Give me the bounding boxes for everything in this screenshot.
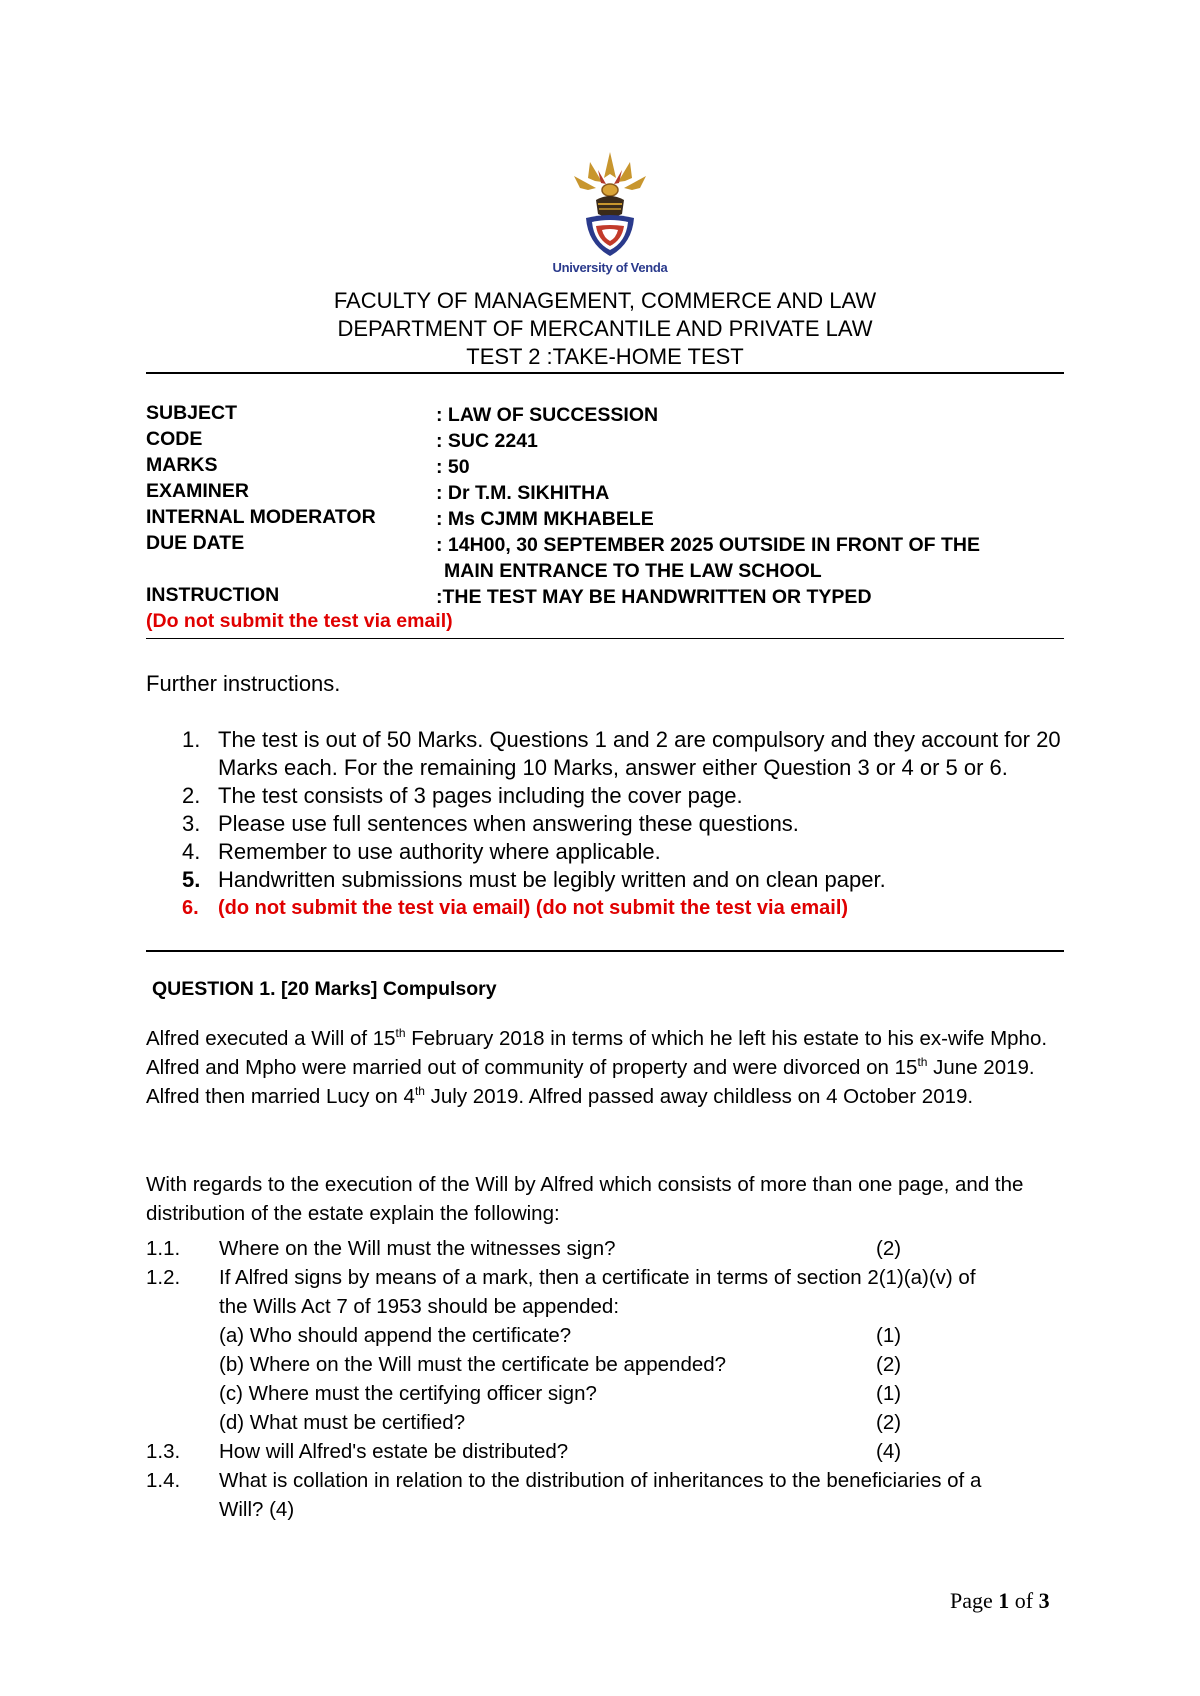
question-1-intro: With regards to the execution of the Will by Alfred which consists of more than one page, and the distribution of the estate explain the following: (146, 1173, 1024, 1225)
subquestion-1-2-b: (b) Where on the Will must the certificate be appended? (2) (146, 1350, 1064, 1379)
subquestion-1-3: 1.3. How will Alfred's estate be distributed? (4) (146, 1437, 1064, 1466)
list-item: 5. Handwritten submissions must be legibly written and on clean paper. (182, 867, 886, 892)
marks-value: (2) (876, 1353, 902, 1376)
marks-label: MARKS (146, 454, 218, 476)
subquestion-1-2-cont: the Wills Act 7 of 1953 should be appended: (219, 1295, 620, 1318)
code-value: : SUC 2241 (436, 430, 538, 452)
list-item: 3. Please use full sentences when answering these questions. (182, 811, 799, 836)
instructions-list (146, 726, 1064, 922)
question-1-title: QUESTION 1. [20 Marks] Compulsory (152, 978, 497, 1000)
list-item: 1. The test is out of 50 Marks. Questions 1 and 2 are compulsory and they account for 20 Marks each. For the remaining 10 Marks, answer either Question 3 or 4 or 5 or 6. (182, 727, 1061, 780)
header-divider (146, 372, 1064, 374)
test-heading: TEST 2 :TAKE-HOME TEST (466, 344, 744, 369)
subquestion-1-1: 1.1. Where on the Will must the witnesses sign? (2) (146, 1234, 1064, 1263)
due-date-row (146, 532, 1064, 584)
marks-value: (1) (876, 1324, 902, 1347)
further-instructions-heading: Further instructions. (146, 671, 341, 696)
department-heading: DEPARTMENT OF MERCANTILE AND PRIVATE LAW (337, 316, 873, 341)
email-warning-row (146, 610, 1064, 636)
marks-value: (4) (876, 1440, 902, 1463)
marks-value: : 50 (436, 456, 470, 478)
faculty-heading: FACULTY OF MANAGEMENT, COMMERCE AND LAW (333, 288, 877, 313)
list-item: 6. (do not submit the test via email) (do not submit the test via email) (182, 897, 849, 919)
instructions-divider (146, 950, 1064, 952)
marks-value: (1) (876, 1382, 902, 1405)
question-1-scenario: Alfred executed a Will of 15th February 2018 in terms of which he left his estate to his ex-wife Mpho. Alfred and Mpho were married out of community of property and were divorced on 15th June 2019. Alfred then married Lucy on 4th July 2019. Alfred passed away childless on 4 October 2019. (146, 1026, 1048, 1108)
instruction-value: :THE TEST MAY BE HANDWRITTEN OR TYPED (436, 586, 872, 608)
code-row (146, 428, 1064, 454)
list-item: 4. Remember to use authority where applicable. (182, 839, 661, 864)
question-1-subquestions (146, 1234, 1064, 1524)
marks-value: (2) (876, 1411, 902, 1434)
code-label: CODE (146, 428, 203, 450)
due-date-label: DUE DATE (146, 532, 245, 554)
instruction-label: INSTRUCTION (146, 584, 280, 606)
examiner-value: : Dr T.M. SIKHITHA (436, 482, 610, 504)
moderator-row (146, 506, 1064, 532)
subject-value: : LAW OF SUCCESSION (436, 404, 659, 426)
subquestion-1-2-a: (a) Who should append the certificate? (1) (146, 1321, 1064, 1350)
crest-icon (540, 148, 680, 260)
subquestion-1-4: 1.4. What is collation in relation to the distribution of inheritances to the beneficiaries of a (146, 1469, 982, 1492)
list-item-text: The test is out of 50 Marks. Questions 1 and 2 are compulsory and they account for 20 Marks each. For the remaining 10 Marks, answer either Question 3 or 4 or 5 or 6. (218, 727, 1061, 780)
page-number: Page 1 of 3 (950, 1588, 1050, 1613)
subject-label: SUBJECT (146, 402, 238, 424)
due-date-value-cont: MAIN ENTRANCE TO THE LAW SCHOOL (444, 560, 822, 582)
list-item-text: The test consists of 3 pages including the cover page. (218, 783, 743, 808)
marks-value: (2) (876, 1237, 902, 1260)
list-item: 2. The test consists of 3 pages including the cover page. (182, 783, 743, 808)
subquestion-1-2-c: (c) Where must the certifying officer sign? (1) (146, 1379, 1064, 1408)
list-item-text: Please use full sentences when answering these questions. (218, 811, 799, 836)
list-item-text: Remember to use authority where applicable. (218, 839, 661, 864)
due-date-value: : 14H00, 30 SEPTEMBER 2025 OUTSIDE IN FRONT OF THE (436, 534, 980, 556)
details-divider (146, 638, 1064, 639)
list-item-text: Handwritten submissions must be legibly written and on clean paper. (218, 867, 886, 892)
university-logo (540, 148, 680, 284)
moderator-label: INTERNAL MODERATOR (146, 506, 376, 528)
moderator-value: : Ms CJMM MKHABELE (436, 508, 654, 530)
examiner-label: EXAMINER (146, 480, 249, 502)
list-item-text: (do not submit the test via email) (do not submit the test via email) (218, 897, 849, 919)
university-name: University of Venda (552, 260, 668, 275)
instruction-row (146, 584, 1064, 610)
examiner-row (146, 480, 1064, 506)
subject-row (146, 402, 1064, 428)
email-warning: (Do not submit the test via email) (146, 610, 453, 632)
subquestion-1-2: 1.2. If Alfred signs by means of a mark, then a certificate in terms of section 2(1)(a)(v) of (146, 1266, 976, 1289)
subquestion-1-4-cont: Will? (4) (219, 1498, 295, 1521)
subquestion-1-2-d: (d) What must be certified? (2) (146, 1408, 1064, 1437)
marks-row (146, 454, 1064, 480)
